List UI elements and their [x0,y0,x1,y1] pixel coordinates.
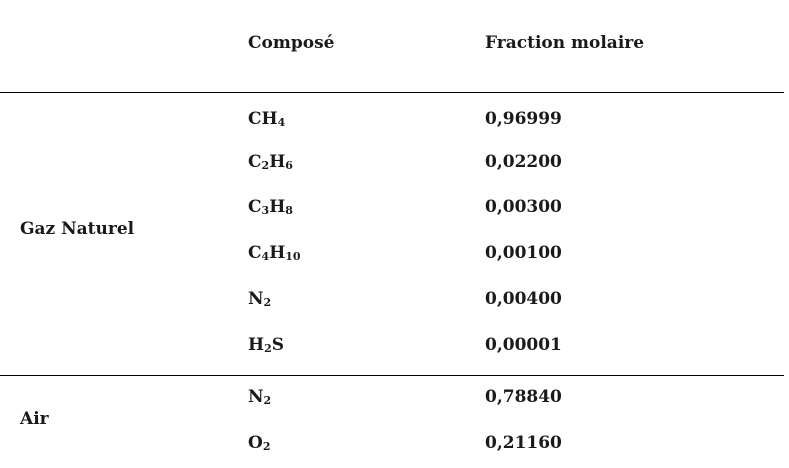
compound-formula [248,334,284,358]
formula-element: H [269,243,286,263]
formula-subscript: 4 [261,250,270,263]
formula-subscript: 10 [285,250,301,263]
formula-element: H [248,335,265,355]
formula-element: H [269,197,286,217]
formula-subscript: 2 [262,440,271,453]
formula-subscript: 2 [263,296,272,309]
compound-formula [248,108,285,132]
formula-subscript: 4 [277,116,286,129]
formula-subscript: 2 [263,394,272,407]
formula-subscript: 6 [285,159,293,172]
formula-element: S [271,335,284,355]
formula-subscript: 2 [264,342,272,355]
formula-element: H [269,152,286,172]
compound-formula [248,151,293,175]
compound-formula [248,196,293,220]
header-molar-fraction: Fraction molaire [485,33,645,53]
molar-fraction-value: 0,02200 [485,152,562,172]
formula-element: O [248,433,263,453]
molar-fraction-value: 0,00100 [485,243,562,263]
compound-formula [248,432,270,456]
group-divider [0,375,784,376]
formula-subscript: 2 [261,159,270,172]
formula-element: C [248,152,262,172]
formula-element: N [248,289,264,309]
molar-fraction-value: 0,00300 [485,197,562,217]
formula-element: C [248,243,262,263]
group-label-air: Air [20,409,49,429]
formula-element: CH [248,109,278,129]
molar-fraction-value: 0,00001 [485,335,562,355]
compound-formula [248,386,271,410]
compound-formula [248,288,271,312]
header-compound: Composé [248,33,335,53]
group-label-natural-gas: Gaz Naturel [20,219,135,239]
molar-fraction-value: 0,21160 [485,433,562,453]
formula-element: N [248,387,264,407]
formula-element: C [248,197,262,217]
molar-fraction-value: 0,96999 [485,109,562,129]
formula-subscript: 8 [285,204,293,217]
molar-fraction-value: 0,78840 [485,387,562,407]
header-divider [0,92,784,93]
formula-subscript: 3 [261,204,270,217]
compound-formula [248,242,301,266]
molar-fraction-value: 0,00400 [485,289,562,309]
